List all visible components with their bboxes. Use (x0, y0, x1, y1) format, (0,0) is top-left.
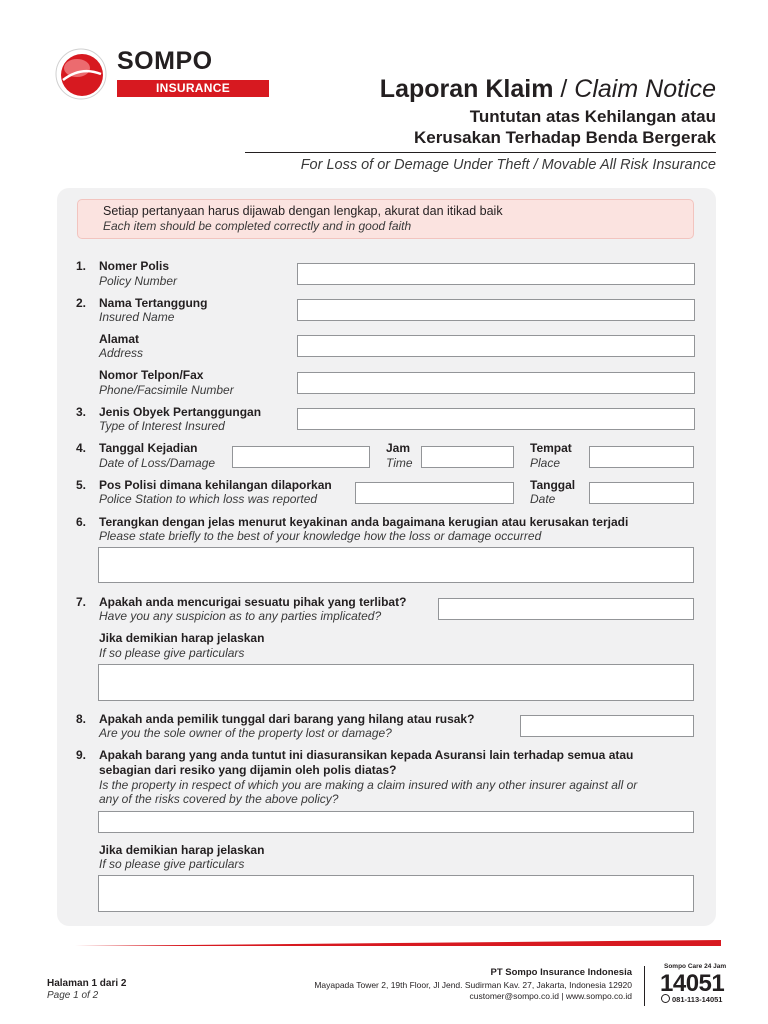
time-label: Jam (386, 441, 411, 455)
page-title (380, 75, 716, 104)
q4-number: 4. (75, 441, 86, 455)
sompo-logo (55, 44, 231, 104)
q3-sublabel: Type of Interest Insured (99, 419, 225, 433)
notice-text-en: Each item should be completed correctly and in good faith (103, 219, 412, 233)
q7-detail-label: Jika demikian harap jelaskan (99, 631, 265, 645)
company-address: Mayapada Tower 2, 19th Floor, Jl Jend. Sudirman Kav. 27, Jakarta, Indonesia 12920 (314, 980, 632, 990)
loss-place-field[interactable] (589, 446, 694, 468)
place-sublabel: Place (530, 456, 561, 470)
title-separator: / (553, 75, 575, 103)
q9-number: 9. (75, 748, 86, 762)
title-id: Laporan Klaim (379, 75, 554, 103)
q7-label: Apakah anda mencurigai sesuatu pihak yang terlibat? (99, 595, 407, 609)
q9-sublabel-line-1: Is the property in respect of which you are making a claim insured with any other insurer against all or (99, 778, 638, 792)
q4-label: Tanggal Kejadian (99, 441, 198, 455)
q8-label: Apakah anda pemilik tunggal dari barang yang hilang atau rusak? (99, 712, 475, 726)
q1-label: Nomer Polis (99, 259, 170, 273)
q5-sublabel: Police Station to which loss was reported (99, 492, 318, 506)
time-sublabel: Time (386, 456, 413, 470)
q6-sublabel: Please state briefly to the best of your knowledge how the loss or damage occurred (99, 529, 542, 543)
q2-label: Nama Tertanggung (99, 296, 208, 310)
loss-date-field[interactable] (232, 446, 370, 468)
interest-type-field[interactable] (297, 408, 695, 430)
logo-wordmark: SOMPO (117, 47, 213, 75)
page-number-en: Page 1 of 2 (47, 990, 99, 1001)
company-name: PT Sompo Insurance Indonesia (490, 967, 632, 978)
q2-sublabel: Insured Name (99, 310, 175, 324)
q9-detail-label: Jika demikian harap jelaskan (99, 843, 265, 857)
q2-number: 2. (75, 296, 86, 310)
other-insurance-field[interactable] (98, 811, 694, 833)
q7-sublabel: Have you any suspicion as to any parties implicated? (99, 609, 382, 623)
q9-detail-sublabel: If so please give particulars (99, 857, 245, 871)
address-field[interactable] (297, 335, 695, 357)
report-date-sublabel: Date (530, 492, 556, 506)
instructions-notice (77, 199, 694, 239)
place-label: Tempat (530, 441, 572, 455)
whatsapp-icon (661, 994, 670, 1003)
insured-name-field[interactable] (297, 299, 695, 321)
sole-owner-field[interactable] (520, 715, 694, 737)
phone-label: Nomor Telpon/Fax (99, 368, 204, 382)
sompo-emblem-icon (55, 44, 107, 104)
subtitle-line-2: Kerusakan Terhadap Benda Bergerak (413, 128, 716, 147)
q3-label: Jenis Obyek Pertanggungan (99, 405, 262, 419)
loss-description-field[interactable] (98, 547, 694, 583)
care-hotline-number: 14051 (660, 970, 725, 997)
q7-detail-sublabel: If so please give particulars (99, 646, 245, 660)
other-insurance-details-field[interactable] (98, 875, 694, 912)
q3-number: 3. (75, 405, 86, 419)
title-divider (245, 152, 716, 153)
logo-tagline: INSURANCE (117, 80, 269, 97)
report-date-label: Tanggal (530, 478, 576, 492)
q1-sublabel: Policy Number (99, 274, 178, 288)
q6-number: 6. (75, 515, 86, 529)
phone-field[interactable] (297, 372, 695, 394)
whatsapp-contact (661, 994, 722, 1004)
q9-label-line-2: sebagian dari resiko yang dijamin oleh polis diatas? (99, 763, 397, 777)
page-number-id: Halaman 1 dari 2 (47, 978, 127, 989)
q1-number: 1. (75, 259, 86, 273)
loss-time-field[interactable] (421, 446, 514, 468)
q5-number: 5. (75, 478, 86, 492)
policy-number-field[interactable] (297, 263, 695, 285)
q4-sublabel: Date of Loss/Damage (99, 456, 216, 470)
address-label: Alamat (99, 332, 140, 346)
report-date-field[interactable] (589, 482, 694, 504)
suspicion-details-field[interactable] (98, 664, 694, 701)
q8-sublabel: Are you the sole owner of the property lost or damage? (99, 726, 392, 740)
subtitle-line-1: Tuntutan atas Kehilangan atau (469, 107, 716, 126)
whatsapp-number: 081-113-14051 (672, 995, 723, 1004)
footer-vertical-divider (644, 966, 645, 1006)
q8-number: 8. (75, 712, 86, 726)
care-hotline-label: Sompo Care 24 Jam (664, 963, 727, 970)
suspicion-answer-field[interactable] (438, 598, 694, 620)
q9-sublabel-line-2: any of the risks covered by the above policy? (99, 792, 339, 806)
q7-number: 7. (75, 595, 86, 609)
company-contact: customer@sompo.co.id | www.sompo.co.id (469, 991, 632, 1001)
address-sublabel: Address (99, 346, 144, 360)
q9-label-line-1: Apakah barang yang anda tuntut ini diasuransikan kepada Asuransi lain terhadap semua atau (99, 748, 634, 762)
footer-divider (75, 940, 721, 946)
police-station-field[interactable] (355, 482, 514, 504)
q6-label: Terangkan dengan jelas menurut keyakinan anda bagaimana kerugian atau kerusakan terjadi (99, 515, 629, 529)
q5-label: Pos Polisi dimana kehilangan dilaporkan (99, 478, 332, 492)
subtitle-english: For Loss of or Demage Under Theft / Movable All Risk Insurance (300, 157, 716, 173)
phone-sublabel: Phone/Facsimile Number (99, 383, 234, 397)
notice-text-id: Setiap pertanyaan harus dijawab dengan lengkap, akurat dan itikad baik (103, 204, 503, 218)
title-en: Claim Notice (574, 75, 716, 103)
